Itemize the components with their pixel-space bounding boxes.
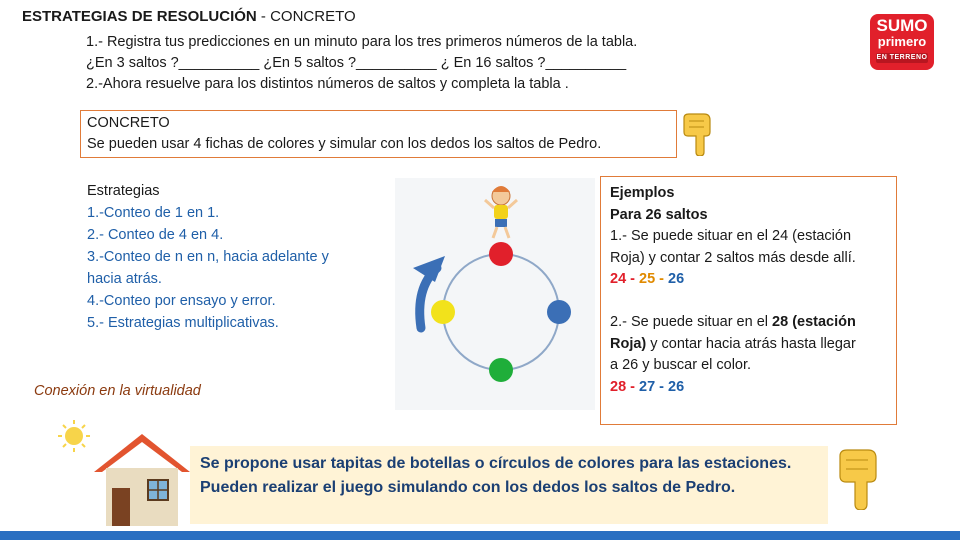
page-title <box>22 8 356 25</box>
bottom-line-2: Pueden realizar el juego simulando con los dedos los saltos de Pedro. <box>200 479 736 496</box>
yellow-station <box>431 300 455 324</box>
list-item: 2.- Conteo de 4 en 4. <box>87 227 224 243</box>
green-station <box>489 358 513 382</box>
instruction-line-1: 1.- Registra tus predicciones en un minuto para los tres primeros números de la tabla. <box>86 34 638 50</box>
concreto-title: CONCRETO <box>87 115 170 131</box>
example-1-line-1: 1.- Se puede situar en el 24 (estación <box>610 228 852 244</box>
title-main: ESTRATEGIAS DE RESOLUCIÓN <box>22 8 257 25</box>
list-item: 4.-Conteo por ensayo y error. <box>87 293 276 309</box>
list-item: 5.- Estrategias multiplicativas. <box>87 315 279 331</box>
title-sub: - CONCRETO <box>256 8 356 25</box>
stations-diagram <box>395 178 595 410</box>
example-2-line-2: Roja) y contar hacia atrás hasta llegar <box>610 335 856 352</box>
sumo-primero-logo: SUMO primero EN TERRENO <box>870 14 934 70</box>
list-item: hacia atrás. <box>87 271 162 287</box>
footer-bar <box>0 531 960 540</box>
sun-icon <box>58 420 90 452</box>
list-item: 3.-Conteo de n en n, hacia adelante y <box>87 249 329 265</box>
ejemplos-case: Para 26 saltos <box>610 206 708 223</box>
pointing-hand-icon <box>836 448 882 510</box>
conexion-label: Conexión en la virtualidad <box>34 383 201 399</box>
example-2-sequence: 28 - 27 - 26 <box>610 378 685 395</box>
ejemplos-box <box>600 176 897 425</box>
example-2-line-1: 2.- Se puede situar en el 28 (estación <box>610 314 856 330</box>
estrategias-heading: Estrategias <box>87 183 160 199</box>
concreto-text: Se pueden usar 4 fichas de colores y simular con los dedos los saltos de Pedro. <box>87 136 602 152</box>
house-icon <box>94 434 190 526</box>
house-scene <box>56 416 190 528</box>
ejemplos-heading: Ejemplos <box>610 185 675 201</box>
example-2-line-3: a 26 y buscar el color. <box>610 357 752 373</box>
instruction-line-2: ¿En 3 saltos ?__________ ¿En 5 saltos ?__________ ¿ En 16 saltos ?__________ <box>86 55 627 71</box>
blue-station <box>547 300 571 324</box>
example-1-line-2: Roja) y contar 2 saltos más desde allí. <box>610 249 856 266</box>
concreto-box <box>80 110 677 158</box>
instruction-line-3: 2.-Ahora resuelve para los distintos números de saltos y completa la tabla . <box>86 76 569 92</box>
pointing-hand-icon <box>680 112 716 156</box>
red-station <box>489 242 513 266</box>
bottom-note <box>190 446 828 524</box>
bottom-line-1: Se propone usar tapitas de botellas o círculos de colores para las estaciones. <box>200 455 792 472</box>
estrategias-list <box>87 180 329 334</box>
list-item: 1.-Conteo de 1 en 1. <box>87 205 220 221</box>
example-1-sequence: 24 - 25 - 26 <box>610 271 685 287</box>
